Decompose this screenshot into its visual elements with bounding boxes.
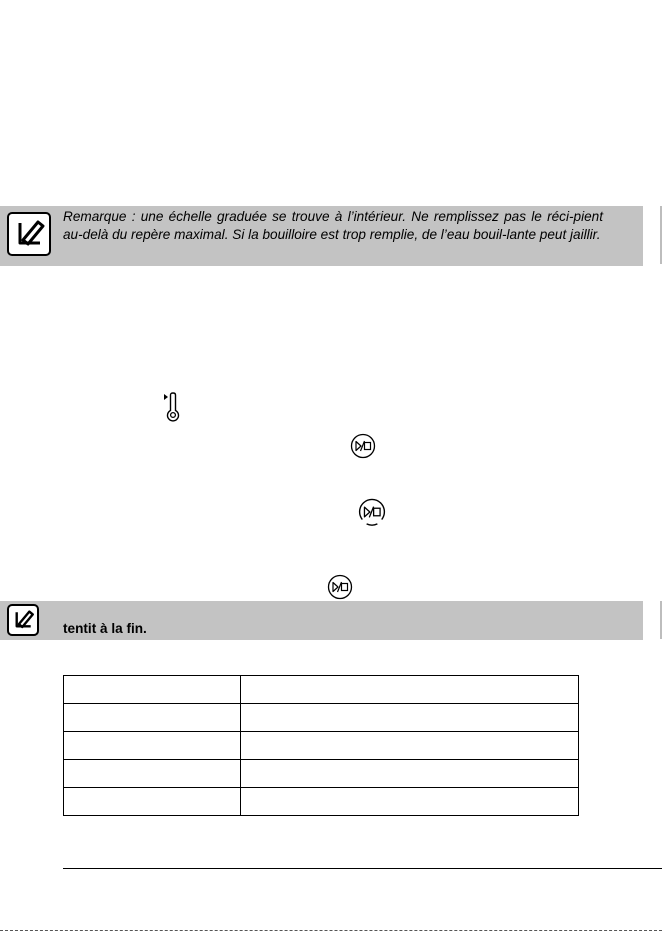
table-cell: [64, 788, 241, 816]
table-cell: [241, 788, 579, 816]
table-cell: [241, 704, 579, 732]
table-cell: [241, 760, 579, 788]
table-row: [64, 788, 579, 816]
note-pencil-icon: [7, 212, 51, 256]
table-row: [64, 704, 579, 732]
play-stop-icon: [358, 498, 386, 526]
table-row: [64, 760, 579, 788]
spec-table: [63, 675, 579, 816]
play-stop-icon: [350, 433, 376, 459]
note-pencil-icon: [7, 604, 39, 636]
footer-rule: [63, 868, 662, 869]
table-cell: [64, 732, 241, 760]
table-cell: [64, 760, 241, 788]
table-cell: [241, 676, 579, 704]
table-cell: [64, 676, 241, 704]
play-stop-icon: [327, 574, 353, 600]
table-cell: [64, 704, 241, 732]
crop-dash-rule: [0, 930, 662, 931]
table-row: [64, 676, 579, 704]
note-text: Remarque : une échelle graduée se trouve à l’intérieur. Ne remplissez pas le réci-pient au-delà du repère maximal. Si la bouilloire est trop remplie, de l’eau bouil-lante peut jaillir.: [63, 209, 603, 242]
note-text: tentit à la fin.: [63, 621, 147, 636]
table-cell: [241, 732, 579, 760]
table-row: [64, 732, 579, 760]
thermometer-icon: [163, 392, 183, 422]
